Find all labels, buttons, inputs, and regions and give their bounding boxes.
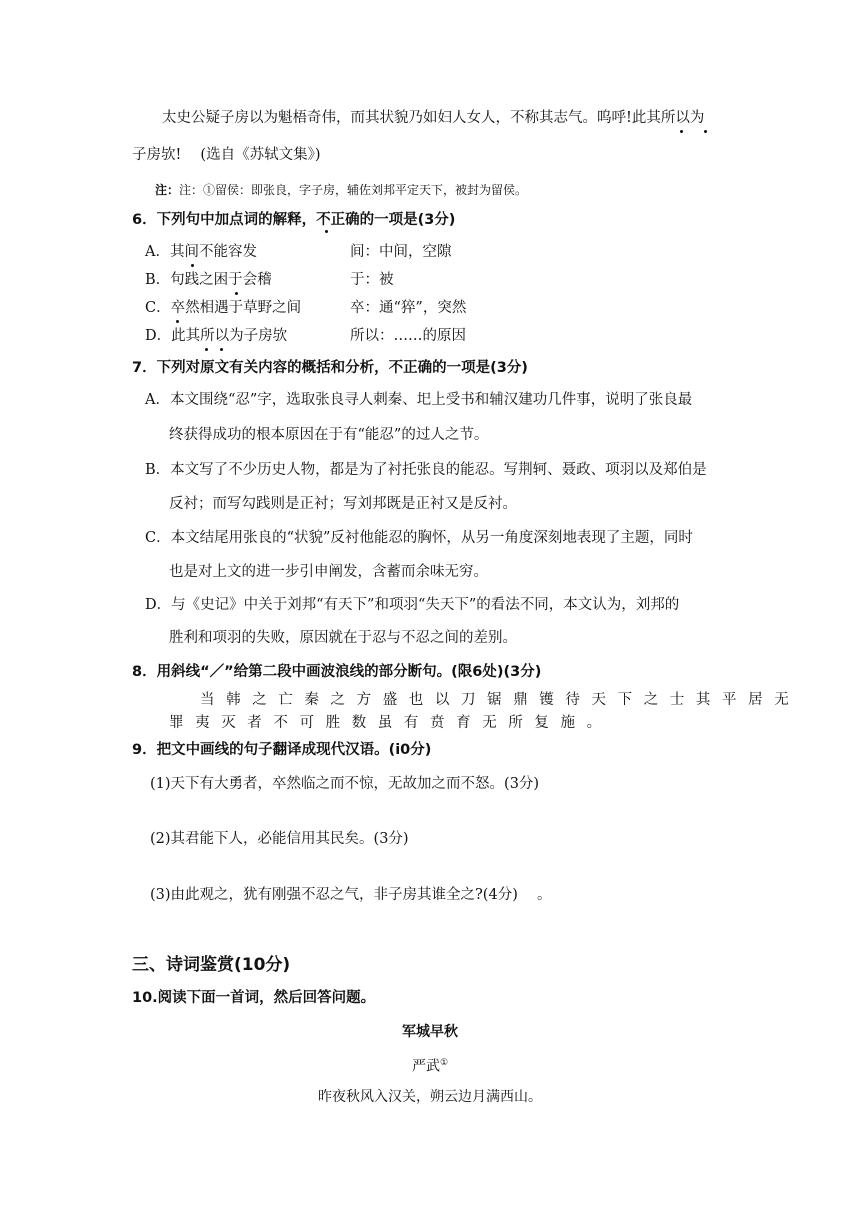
q8-passage-line-2: 罪夷灭者不可胜数虽有贲育无所复施。 [169, 715, 613, 731]
emphasis-dot [220, 348, 223, 351]
q7-option-c-line-1: C．本文结尾用张良的“状貌”反衬他能忍的胸怀，从另一角度深刻地表现了主题，同时 [145, 530, 693, 546]
q7-option-a-line-2: 终获得成功的根本原因在于有“能忍”的过人之节。 [169, 427, 489, 443]
poem-author: 严武 [411, 1058, 440, 1075]
q7-option-c-line-2: 也是对上文的进一步引申阐发，含蓄而余味无穷。 [169, 564, 488, 580]
q6-option-a-label: A．其间不能容发 [145, 244, 257, 260]
poem-author-footnote-mark: ① [439, 1058, 449, 1068]
question-9-stem: 9．把文中画线的句子翻译成现代汉语。(i0分) [132, 742, 432, 758]
q9-sentence-1: (1)天下有大勇者，卒然临之而不惊，无故加之而不怒。(3分) [150, 776, 540, 792]
q6-option-d-label: D．此其所以为子房欤 [145, 328, 288, 344]
emphasis-dot [704, 130, 707, 133]
q6-option-c-label: C．卒然相遇于草野之间 [145, 300, 302, 316]
q7-option-d-line-2: 胜利和项羽的失败，原因就在于忍与不忍之间的差别。 [169, 630, 517, 646]
question-7-stem: 7．下列对原文有关内容的概括和分析，不正确的一项是(3分) [132, 360, 528, 376]
emphasis-dot [191, 264, 194, 267]
question-6-stem: 6．下列句中加点词的解释，不正确的一项是(3分) [132, 212, 456, 228]
q6-option-b-explain: 于：被 [350, 272, 394, 288]
q6-option-c-explain: 卒：通“猝”，突然 [350, 300, 467, 316]
q6-option-d-explain: 所以：……的原因 [350, 328, 466, 344]
emphasis-dot [325, 230, 328, 233]
footnote-label: 注： [155, 183, 180, 197]
q7-option-b-line-2: 反衬；而写勾践则是正衬；写刘邦既是正衬又是反衬。 [169, 496, 517, 512]
poem-author-line [0, 1053, 860, 1077]
q6-option-a-explain: 间：中间，空隙 [350, 244, 452, 260]
emphasis-dot [680, 130, 683, 133]
q9-sentence-3: (3)由此观之，犹有刚强不忍之气，非子房其谁全之?(4分) 。 [150, 887, 552, 903]
q6-option-b-label: B．句践之困于会稽 [145, 272, 272, 288]
question-10-stem: 10.阅读下面一首词，然后回答问题。 [132, 990, 376, 1006]
q8-passage-line-1: 当韩之亡秦之方盛也以刀锯鼎镬待天下之士其平居无 [200, 692, 801, 708]
emphasis-dot [205, 348, 208, 351]
q9-sentence-2: (2)其君能下人，必能信用其民矣。(3分) [150, 831, 409, 847]
footnote-text: 注：①留侯：即张良，字子房，辅佐刘邦平定天下，被封为留侯。 [179, 183, 528, 197]
poem-title: 军城早秋 [402, 1024, 458, 1040]
emphasis-dot [176, 320, 179, 323]
question-8-stem: 8．用斜线“／”给第二段中画波浪线的部分断句。(限6处)(3分) [132, 664, 542, 680]
footnote [155, 180, 527, 200]
q7-option-d-line-1: D．与《史记》中关于刘邦“有天下”和项羽“失天下”的看法不同，本文认为，刘邦的 [145, 597, 680, 613]
q7-option-a-line-1: A．本文围绕“忍”字，选取张良寻人刺秦、圯上受书和辅汉建功几件事，说明了张良最 [145, 392, 693, 408]
poem-line-1: 昨夜秋风入汉关，朔云边月满西山。 [318, 1089, 542, 1105]
section-3-heading: 三、诗词鉴赏(10分) [132, 955, 291, 975]
emphasis-dot [235, 292, 238, 295]
passage-line-1: 太史公疑子房以为魁梧奇伟，而其状貌乃如妇人女人，不称其志气。呜呼!此其所以为 [162, 110, 705, 126]
q7-option-b-line-1: B．本文写了不少历史人物，都是为了衬托张良的能忍。写荆轲、聂政、项羽以及郑伯是 [145, 462, 707, 478]
passage-line-2: 子房欤! (选自《苏轼文集》) [132, 147, 321, 163]
